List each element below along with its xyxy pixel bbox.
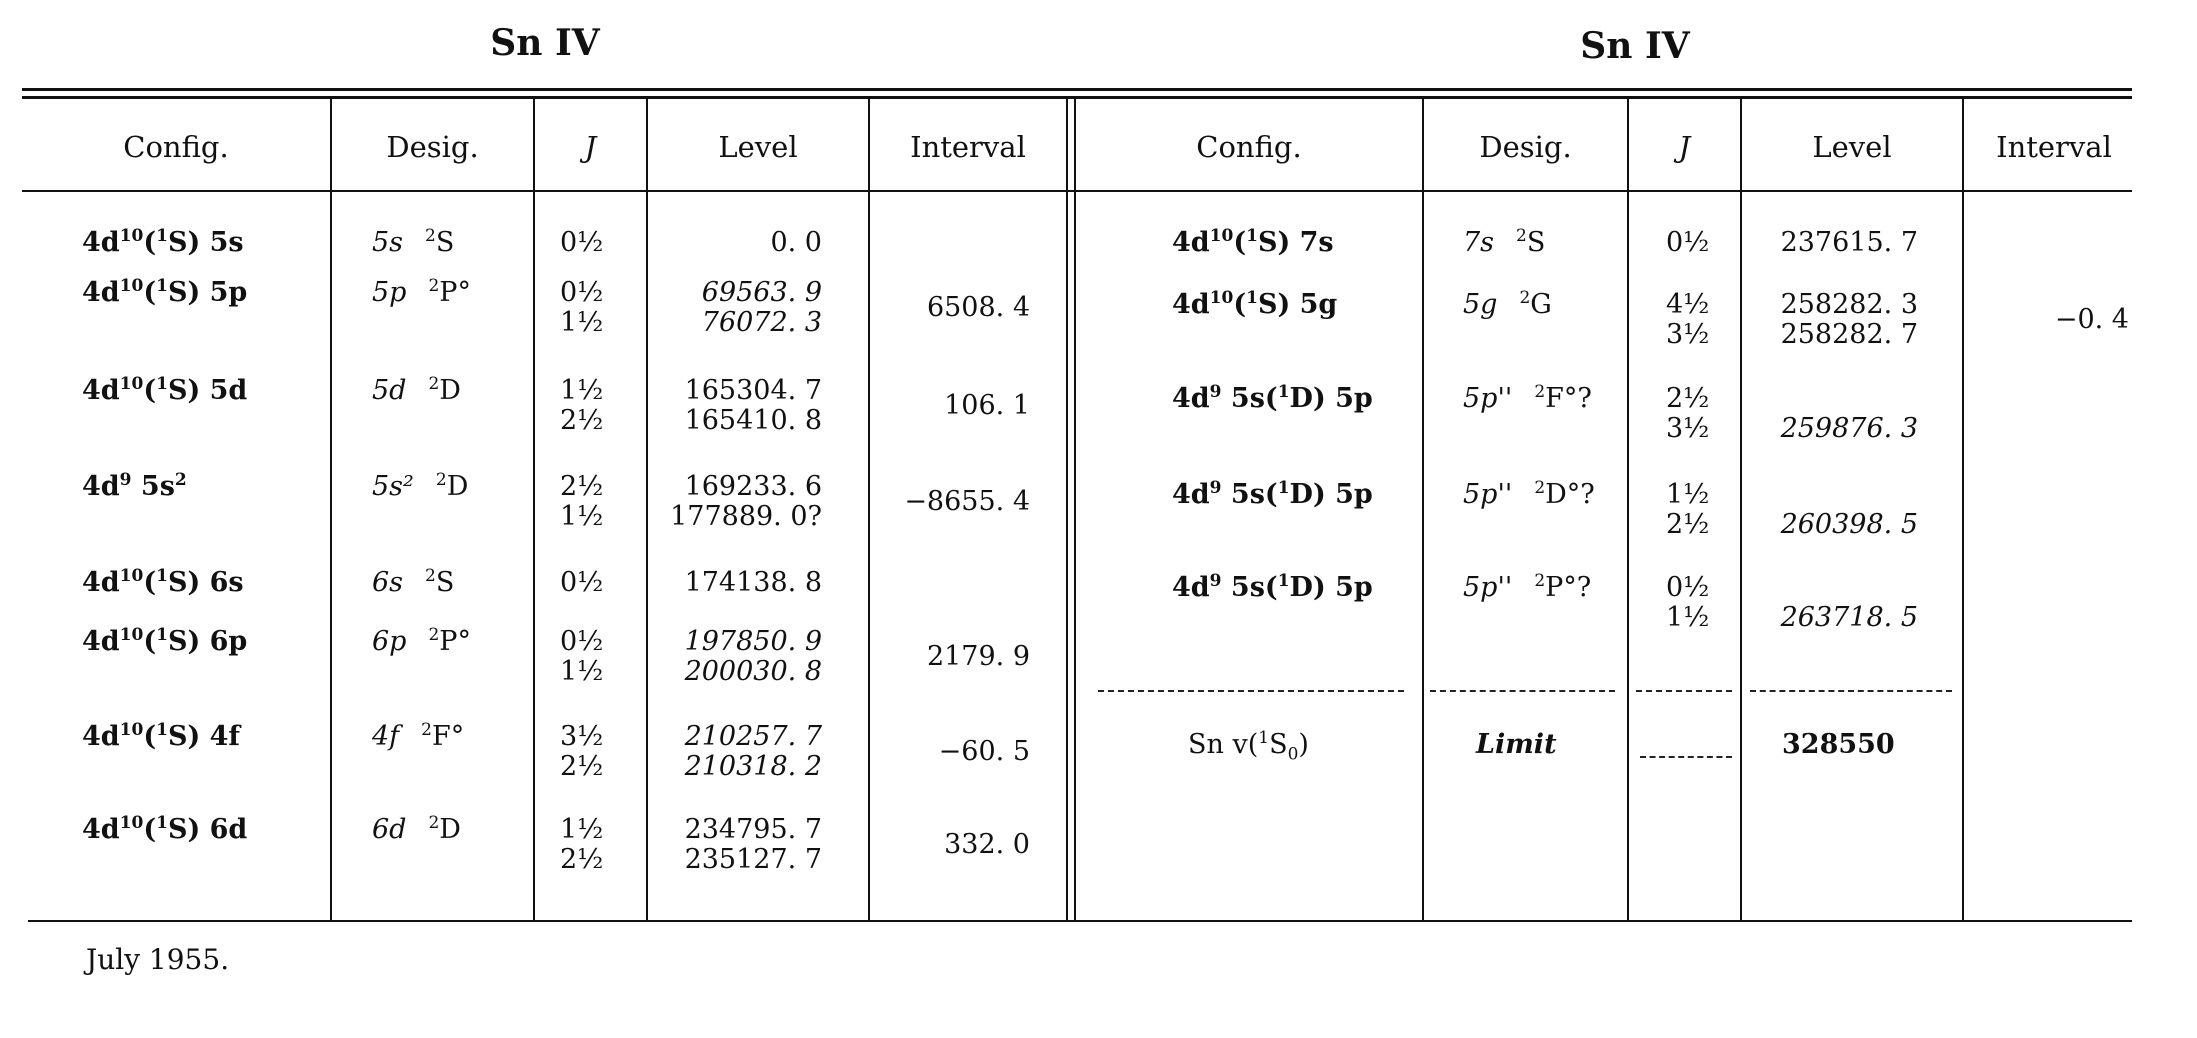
dashed-separator	[1430, 690, 1615, 692]
interval-cell: −0. 4	[2054, 304, 2129, 335]
j-cell	[1666, 290, 1709, 350]
bottom-rule	[28, 920, 2132, 922]
config-cell: $4d^{10}(^1S)$ 5p	[82, 276, 248, 308]
level-cell	[1742, 573, 1918, 633]
level-cell	[1742, 384, 1918, 444]
j-value: 3½	[560, 721, 604, 752]
left-table-title	[370, 22, 720, 64]
j-cell	[560, 568, 603, 598]
left-header-j: J	[584, 130, 597, 164]
level-value: 258282. 3	[1780, 289, 1918, 320]
desig-cell: 5p'' $^2$F°?	[1463, 382, 1592, 414]
level-value: 210257. 7	[684, 721, 822, 752]
level-cell	[1742, 228, 1918, 258]
j-cell	[1666, 573, 1709, 633]
j-value: 0½	[560, 227, 604, 258]
j-value: 2½	[560, 405, 604, 436]
config-cell: $4d^{10}(^1S)$ 7s	[1172, 226, 1334, 258]
desig-cell: 6d $^2$D	[372, 813, 461, 845]
level-value: 177889. 0?	[670, 501, 822, 532]
level-value	[1742, 573, 1918, 603]
j-cell	[1666, 228, 1709, 258]
j-cell	[560, 722, 603, 782]
desig-cell: 6p $^2$P°	[372, 625, 471, 657]
config-cell: $4d^{10}(^1S)$ 5d	[82, 374, 248, 406]
level-cell	[650, 472, 822, 532]
level-cell	[650, 568, 822, 598]
j-cell	[560, 376, 603, 436]
j-cell	[560, 278, 603, 338]
desig-cell: 5p'' $^2$D°?	[1463, 478, 1595, 510]
j-cell	[560, 627, 603, 687]
j-value: 2½	[560, 751, 604, 782]
level-value: 0. 0	[770, 227, 822, 258]
config-cell: $4d^9$ 5s($^1$D) 5p	[1172, 571, 1373, 603]
header-rule	[22, 190, 2132, 192]
interval-cell: −60. 5	[938, 736, 1030, 767]
desig-cell: 5p'' $^2$P°?	[1463, 571, 1592, 603]
j-value: 1½	[560, 375, 604, 406]
limit-level: 328550	[1782, 729, 1895, 760]
dashed-separator	[1098, 690, 1404, 692]
right-title-text: Sn IV	[1580, 25, 1690, 67]
j-value: 1½	[560, 307, 604, 338]
level-cell	[1742, 290, 1918, 350]
level-cell	[650, 722, 822, 782]
level-cell	[650, 376, 822, 436]
desig-cell: 5s $^2$S	[372, 226, 455, 258]
left-header-level: Level	[718, 130, 798, 164]
level-value: 235127. 7	[684, 844, 822, 875]
j-value: 2½	[560, 844, 604, 875]
level-value: 259876. 3	[1780, 413, 1918, 444]
right-table-title	[1460, 25, 1810, 67]
top-rule-1	[22, 88, 2132, 91]
level-cell	[1742, 480, 1918, 540]
j-value: 0½	[1666, 227, 1710, 258]
vline	[646, 97, 648, 920]
desig-cell: 5s² $^2$D	[372, 470, 469, 502]
level-value: 263718. 5	[1780, 602, 1918, 633]
level-cell	[650, 228, 822, 258]
level-value: 76072. 3	[701, 307, 822, 338]
j-value: 0½	[560, 626, 604, 657]
level-value: 197850. 9	[684, 626, 822, 657]
level-value	[1742, 480, 1918, 510]
j-cell	[1666, 480, 1709, 540]
vline	[533, 97, 535, 920]
level-value: 165410. 8	[684, 405, 822, 436]
vline	[1962, 97, 1964, 920]
desig-cell: 4f $^2$F°	[372, 720, 465, 752]
right-header-config: Config.	[1196, 130, 1302, 164]
config-cell: $4d^9$ 5s($^1$D) 5p	[1172, 382, 1373, 414]
right-header-j: J	[1678, 130, 1691, 164]
j-value: 1½	[1666, 602, 1710, 633]
j-value: 0½	[560, 567, 604, 598]
j-value: 0½	[1666, 572, 1710, 603]
config-cell: $4d^{10}(^1S)$ 5s	[82, 226, 244, 258]
limit-config: Sn $v(^1S_0)$	[1188, 728, 1309, 765]
limit-desig: Limit	[1476, 729, 1557, 760]
interval-cell: 2179. 9	[926, 641, 1030, 672]
left-header-desig: Desig.	[386, 130, 479, 164]
desig-cell: 5g $^2$G	[1463, 288, 1552, 320]
level-value: 165304. 7	[684, 375, 822, 406]
left-header-config: Config.	[123, 130, 229, 164]
level-value: 258282. 7	[1780, 319, 1918, 350]
config-cell: $4d^9$ 5s($^1$D) 5p	[1172, 478, 1373, 510]
j-value: 1½	[560, 814, 604, 845]
j-value: 4½	[1666, 289, 1710, 320]
right-header-desig: Desig.	[1479, 130, 1572, 164]
level-cell	[650, 278, 822, 338]
config-cell: $4d^9$ $5s^2$	[82, 470, 187, 502]
interval-cell: 332. 0	[944, 829, 1030, 860]
vline	[1627, 97, 1629, 920]
level-value	[1742, 384, 1918, 414]
config-cell: $4d^{10}(^1S)$ 6p	[82, 625, 248, 657]
j-value: 2½	[1666, 509, 1710, 540]
level-value: 69563. 9	[701, 277, 822, 308]
j-value: 1½	[560, 501, 604, 532]
level-value: 169233. 6	[684, 471, 822, 502]
level-cell	[650, 815, 822, 875]
vline-double	[1066, 97, 1068, 920]
j-value: 2½	[1666, 383, 1710, 414]
interval-cell: 106. 1	[944, 390, 1030, 421]
j-cell	[560, 472, 603, 532]
desig-cell: 5p $^2$P°	[372, 276, 471, 308]
left-title-text: Sn IV	[490, 22, 600, 64]
footer-date: July 1955.	[86, 943, 230, 976]
desig-cell: 7s $^2$S	[1463, 226, 1546, 258]
vline	[1422, 97, 1424, 920]
level-value: 174138. 8	[684, 567, 822, 598]
j-cell	[1666, 384, 1709, 444]
j-value: 0½	[560, 277, 604, 308]
config-cell: $4d^{10}(^1S)$ 5g	[1172, 288, 1338, 320]
level-cell	[650, 627, 822, 687]
config-cell: $4d^{10}(^1S)$ 6d	[82, 813, 248, 845]
config-cell: $4d^{10}(^1S)$ 6s	[82, 566, 244, 598]
desig-cell: 6s $^2$S	[372, 566, 455, 598]
dashed-separator	[1750, 690, 1952, 692]
desig-cell: 5d $^2$D	[372, 374, 461, 406]
config-cell: $4d^{10}(^1S)$ 4f	[82, 720, 241, 752]
right-header-level: Level	[1812, 130, 1892, 164]
j-value: 3½	[1666, 413, 1710, 444]
level-value: 237615. 7	[1780, 227, 1918, 258]
limit-j-dash	[1640, 756, 1732, 758]
top-rule-2	[22, 96, 2132, 99]
j-cell	[560, 815, 603, 875]
level-value: 234795. 7	[684, 814, 822, 845]
interval-cell: −8655. 4	[904, 486, 1030, 517]
level-value: 200030. 8	[684, 656, 822, 687]
j-value: 1½	[560, 656, 604, 687]
level-value: 210318. 2	[684, 751, 822, 782]
j-cell	[560, 228, 603, 258]
j-value: 1½	[1666, 479, 1710, 510]
right-header-interval: Interval	[1996, 130, 2112, 164]
j-value: 2½	[560, 471, 604, 502]
vline-double	[1074, 97, 1076, 920]
interval-cell: 6508. 4	[926, 292, 1030, 323]
j-value: 3½	[1666, 319, 1710, 350]
level-value: 260398. 5	[1780, 509, 1918, 540]
vline	[330, 97, 332, 920]
left-header-interval: Interval	[910, 130, 1026, 164]
dashed-separator	[1636, 690, 1732, 692]
